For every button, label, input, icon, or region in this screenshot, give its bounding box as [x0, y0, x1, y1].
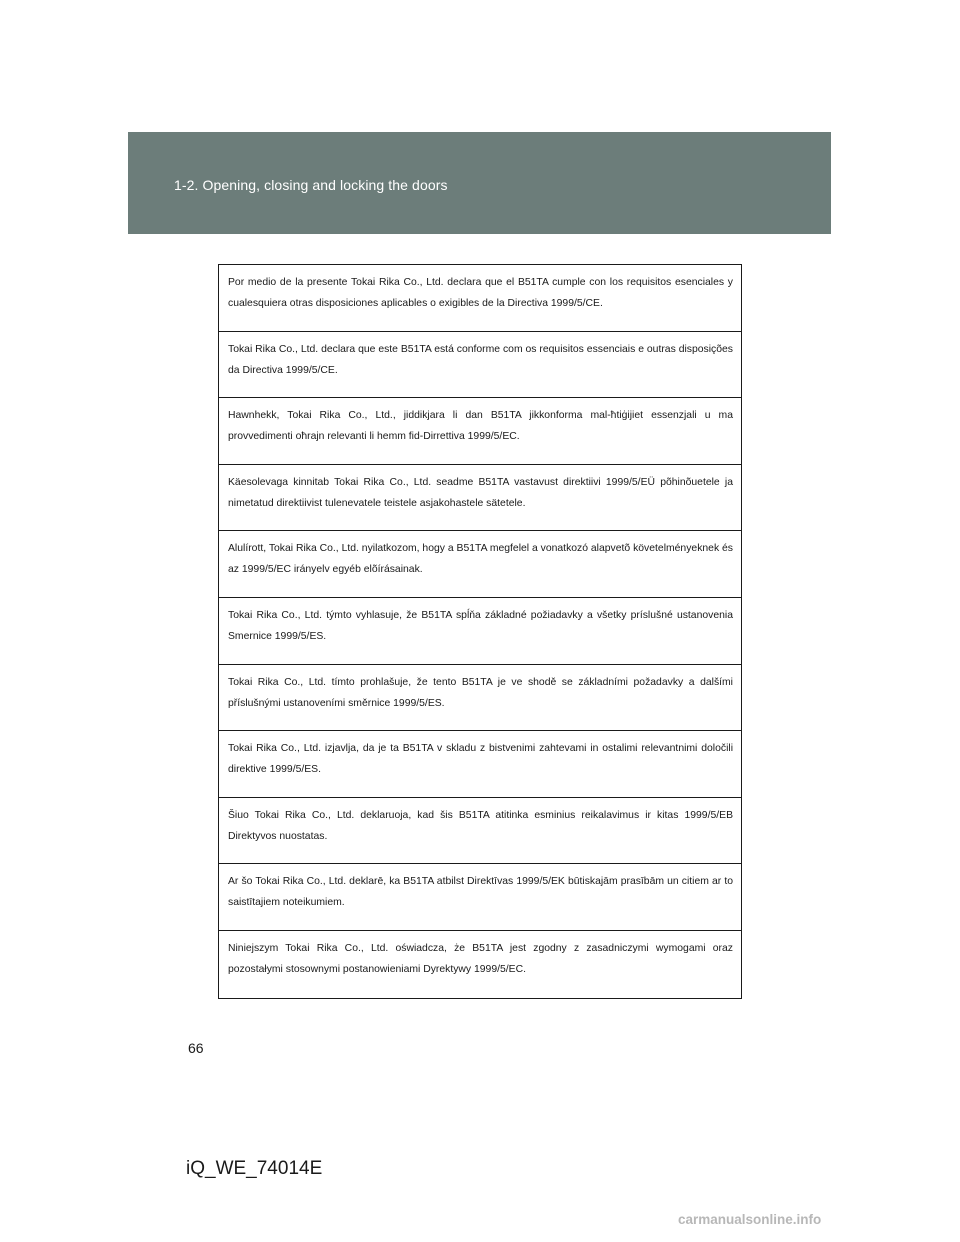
declaration-row-latvian: Ar šo Tokai Rika Co., Ltd. deklarē, ka B51TA atbilst Direktīvas 1999/5/EK būtiskajām prasībām un citiem ar to saistītajiem noteikumiem. — [219, 864, 741, 931]
declaration-row-spanish: Por medio de la presente Tokai Rika Co., Ltd. declara que el B51TA cumple con los requisitos esenciales y cualesquiera otras disposiciones aplicables o exigibles de la Directiva 1999/5/CE. — [219, 265, 741, 332]
declaration-row-hungarian: Alulírott, Tokai Rika Co., Ltd. nyilatkozom, hogy a B51TA megfelel a vonatkozó alapvetõ követelményeknek és az 1999/5/EC irányelv egyéb elõírásainak. — [219, 531, 741, 598]
section-title: 1-2. Opening, closing and locking the doors — [174, 177, 448, 193]
declaration-row-polish: Niniejszym Tokai Rika Co., Ltd. oświadcza, że B51TA jest zgodny z zasadniczymi wymogami oraz pozostałymi stosownymi postanowieniami Dyrektywy 1999/5/EC. — [228, 942, 733, 975]
declaration-row-portuguese: Tokai Rika Co., Ltd. declara que este B51TA está conforme com os requisitos essenciais e outras disposições da Directiva 1999/5/CE. — [219, 332, 741, 399]
page-number: 66 — [188, 1040, 204, 1056]
document-code: iQ_WE_74014E — [186, 1158, 323, 1179]
section-header — [128, 132, 831, 234]
declaration-row-slovenian: Tokai Rika Co., Ltd. izjavlja, da je ta B51TA v skladu z bistvenimi zahtevami in ostalimi relevantnimi določili direktive 1999/5/ES. — [219, 731, 741, 798]
site-watermark: carmanualsonline.info — [678, 1212, 822, 1227]
declaration-row-czech: Tokai Rika Co., Ltd. tímto prohlašuje, že tento B51TA je ve shodě se základními požadavky a dalšími příslušnými ustanoveními směrnice 1999/5/ES. — [219, 665, 741, 732]
declaration-row-slovak: Tokai Rika Co., Ltd. týmto vyhlasuje, že B51TA spĺňa základné požiadavky a všetky príslušné ustanovenia Smernice 1999/5/ES. — [219, 598, 741, 665]
declaration-row-maltese: Hawnhekk, Tokai Rika Co., Ltd., jiddikjara li dan B51TA jikkonforma mal-ħtiġijiet essenzjali u ma provvedimenti oħrajn relevanti li hemm fid-Dirrettiva 1999/5/EC. — [219, 398, 741, 465]
declaration-table — [218, 264, 742, 999]
declaration-row-estonian: Käesolevaga kinnitab Tokai Rika Co., Ltd. seadme B51TA vastavust direktiivi 1999/5/EÜ põhinõuetele ja nimetatud direktiivist tulenevatele teistele asjakohastele sätetele. — [219, 465, 741, 532]
declaration-row-lithuanian: Šiuo Tokai Rika Co., Ltd. deklaruoja, kad šis B51TA atitinka esminius reikalavimus ir kitas 1999/5/EB Direktyvos nuostatas. — [219, 798, 741, 865]
